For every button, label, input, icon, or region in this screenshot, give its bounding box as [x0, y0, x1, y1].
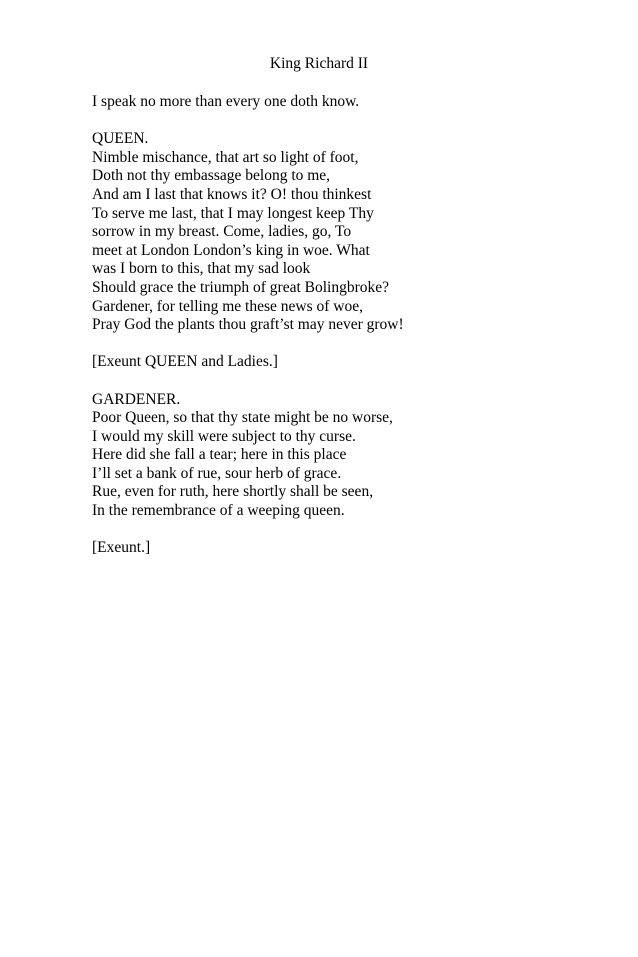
verse-line: Nimble mischance, that art so light of foot,	[92, 148, 359, 166]
verse-line: Pray God the plants thou graft’st may never grow!	[92, 316, 404, 334]
verse-line: Should grace the triumph of great Bolingbroke?	[92, 278, 390, 296]
verse-line: Gardener, for telling me these news of woe,	[92, 297, 363, 315]
stanza-gap	[92, 521, 592, 540]
verse-line: Rue, even for ruth, here shortly shall be seen,	[92, 483, 374, 501]
verse-line: I’ll set a bank of rue, sour herb of grace.	[92, 464, 342, 482]
stanza-gap	[92, 335, 592, 354]
stage-direction: [Exeunt QUEEN and Ladies.]	[92, 353, 278, 371]
verse-line: And am I last that knows it? O! thou thinkest	[92, 185, 372, 203]
verse-line: Doth not thy embassage belong to me,	[92, 167, 331, 185]
stage-direction: [Exeunt.]	[92, 539, 151, 557]
stanza-gap	[92, 372, 592, 391]
stanza-gap	[92, 112, 592, 131]
queen-speech	[92, 130, 592, 335]
gardener-speech	[92, 391, 592, 521]
verse-line: In the remembrance of a weeping queen.	[92, 502, 345, 520]
speaker-name-queen: QUEEN.	[92, 130, 149, 148]
play-text	[92, 93, 592, 558]
verse-line: Poor Queen, so that thy state might be no worse,	[92, 409, 393, 427]
opening-line: I speak no more than every one doth know.	[92, 93, 360, 110]
verse-line: To serve me last, that I may longest keep Thy	[92, 204, 374, 222]
verse-line: meet at London London’s king in woe. What	[92, 241, 370, 259]
running-header: King Richard II	[269, 55, 369, 72]
verse-line: was I born to this, that my sad look	[92, 260, 311, 278]
verse-line: sorrow in my breast. Come, ladies, go, To	[92, 223, 352, 241]
verse-line: I would my skill were subject to thy curse.	[92, 427, 356, 445]
speaker-name-gardener: GARDENER.	[92, 390, 181, 408]
verse-line: Here did she fall a tear; here in this place	[92, 446, 347, 464]
